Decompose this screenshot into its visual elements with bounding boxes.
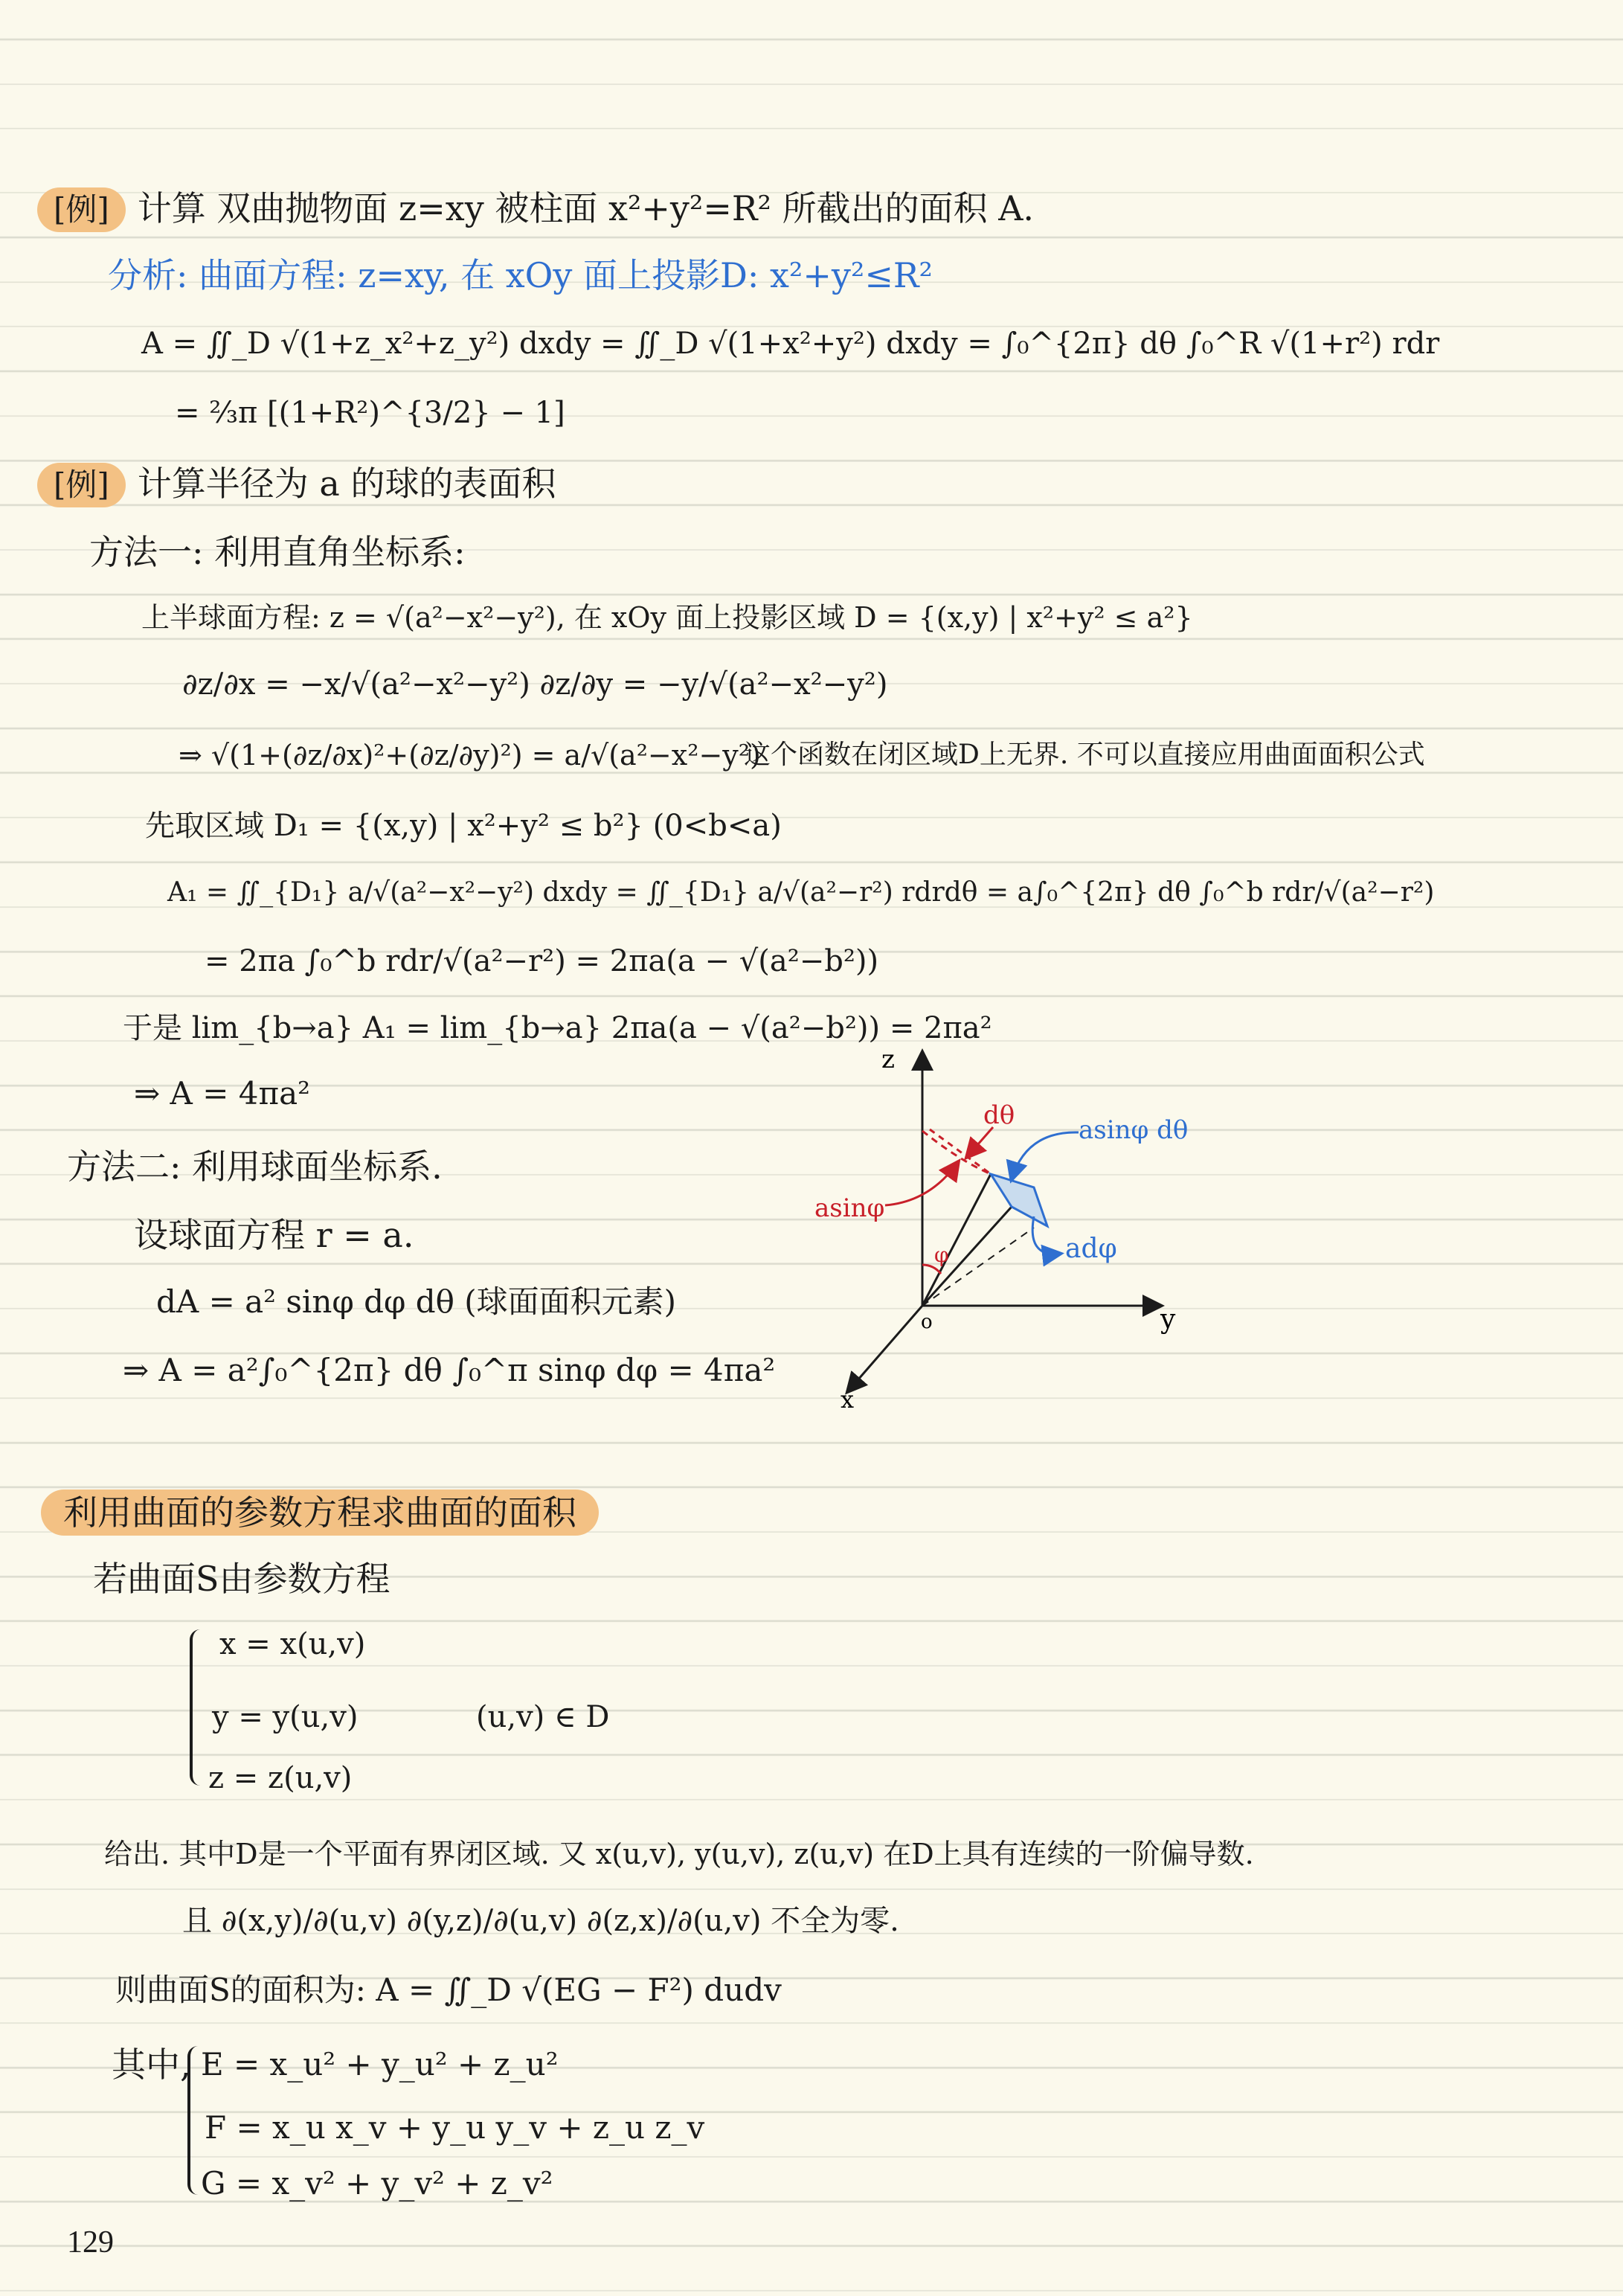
z-axis-label: z bbox=[881, 1045, 895, 1074]
jacobians-line: 且 ∂(x,y)/∂(u,v) ∂(y,z)/∂(u,v) ∂(z,x)/∂(u,v) 不全为零. bbox=[182, 1904, 899, 1938]
example1-title bbox=[37, 186, 1034, 232]
sqrt-line: ⇒ √(1+(∂z/∂x)²+(∂z/∂y)²) = a/√(a²−x²−y²) bbox=[179, 739, 761, 772]
param-eq-y: y = y(u,v) bbox=[212, 1700, 359, 1734]
region-d1: 先取区域 D₁ = {(x,y) | x²+y² ≤ b²} (0<b<a) bbox=[145, 809, 782, 843]
phi-label: φ bbox=[934, 1242, 949, 1267]
example1-analysis: 分析: 曲面方程: z=xy, 在 xOy 面上投影D: x²+y²≤R² bbox=[108, 255, 933, 295]
dtheta-label: dθ bbox=[983, 1100, 1015, 1130]
param-intro: 若曲面S由参数方程 bbox=[93, 1559, 391, 1599]
result-4pi-a2: ⇒ A = 4πa² bbox=[134, 1075, 310, 1112]
unbounded-note: 这个函数在闭区域D上无界. 不可以直接应用曲面面积公式 bbox=[744, 740, 1425, 770]
section3-title: 利用曲面的参数方程求曲面的面积 bbox=[41, 1489, 599, 1536]
limit-line: 于是 lim_{b→a} A₁ = lim_{b→a} 2πa(a − √(a²−b²)) = 2πa² bbox=[123, 1011, 992, 1045]
sphere-area-result: ⇒ A = a²∫₀^{2π} dθ ∫₀^π sinφ dφ = 4πa² bbox=[123, 1352, 776, 1388]
example1-title-text: 计算 双曲抛物面 z=xy 被柱面 x²+y²=R² 所截出的面积 A. bbox=[137, 188, 1035, 228]
sphere-equation: 设球面方程 r = a. bbox=[134, 1215, 414, 1255]
asinphi-label: asinφ bbox=[814, 1193, 885, 1223]
x-axis bbox=[848, 1306, 922, 1391]
method2-heading: 方法二: 利用球面坐标系. bbox=[67, 1147, 443, 1187]
partial-derivatives: ∂z/∂x = −x/√(a²−x²−y²) ∂z/∂y = −y/√(a²−x²−y²) bbox=[182, 667, 888, 702]
where-label: 其中, bbox=[112, 2045, 191, 2085]
param-system-brace bbox=[190, 1629, 208, 1786]
asinphi-dtheta-label: asinφ dθ bbox=[1079, 1115, 1189, 1145]
formula-F: F = x_u x_v + y_u y_v + z_u z_v bbox=[205, 2109, 705, 2146]
formula-G: G = x_v² + y_v² + z_v² bbox=[201, 2165, 553, 2202]
origin-label: o bbox=[921, 1311, 933, 1333]
asinphi-guide bbox=[930, 1129, 991, 1174]
example2-tag: [例] bbox=[37, 463, 126, 507]
example1-formula2: = ⅔π [(1+R²)^{3/2} − 1] bbox=[175, 396, 565, 430]
upper-hemisphere-line: 上半球面方程: z = √(a²−x²−y²), 在 xOy 面上投影区域 D = {(x,y) | x²+y² ≤ a²} bbox=[141, 601, 1193, 634]
param-eq-z: z = z(u,v) bbox=[208, 1761, 353, 1795]
area-element: dA = a² sinφ dφ dθ (球面面积元素) bbox=[156, 1283, 677, 1320]
a1-formula: A₁ = ∬_{D₁} a/√(a²−x²−y²) dxdy = ∬_{D₁} a/√(a²−r²) rdrdθ = a∫₀^{2π} dθ ∫₀^b rdr/√(a²−r²) bbox=[167, 877, 1435, 908]
adphi-label: adφ bbox=[1065, 1234, 1117, 1264]
theta-arc bbox=[922, 1131, 991, 1174]
x-axis-label: x bbox=[841, 1385, 855, 1414]
given-conditions: 给出. 其中D是一个平面有界闭区域. 又 x(u,v), y(u,v), z(u,v) 在D上具有连续的一阶偏导数. bbox=[104, 1838, 1254, 1870]
page-number: 129 bbox=[67, 2225, 114, 2260]
area-formula: 则曲面S的面积为: A = ∬_D √(EG − F²) dudv bbox=[115, 1972, 782, 2008]
param-domain: (u,v) ∈ D bbox=[476, 1700, 610, 1734]
formula-E: E = x_u² + y_u² + z_u² bbox=[201, 2046, 559, 2082]
example2-title bbox=[37, 461, 556, 507]
sphere-coordinate-figure bbox=[788, 1042, 1220, 1414]
a1-formula-cont: = 2πa ∫₀^b rdr/√(a²−r²) = 2πa(a − √(a²−b²)) bbox=[205, 944, 879, 978]
param-eq-x: x = x(u,v) bbox=[219, 1627, 366, 1661]
method1-heading: 方法一: 利用直角坐标系: bbox=[89, 532, 466, 572]
example1-formula1: A = ∬_D √(1+z_x²+z_y²) dxdy = ∬_D √(1+x²+y²) dxdy = ∫₀^{2π} dθ ∫₀^R √(1+r²) rdr bbox=[141, 327, 1440, 361]
example1-tag: [例] bbox=[37, 187, 126, 232]
dtheta-pointer bbox=[967, 1127, 993, 1157]
surface-patch bbox=[991, 1174, 1047, 1226]
example2-title-text: 计算半径为 a 的球的表面积 bbox=[137, 464, 556, 504]
asinphi-dtheta-pointer bbox=[1012, 1132, 1079, 1179]
y-axis-label: y bbox=[1160, 1304, 1176, 1335]
